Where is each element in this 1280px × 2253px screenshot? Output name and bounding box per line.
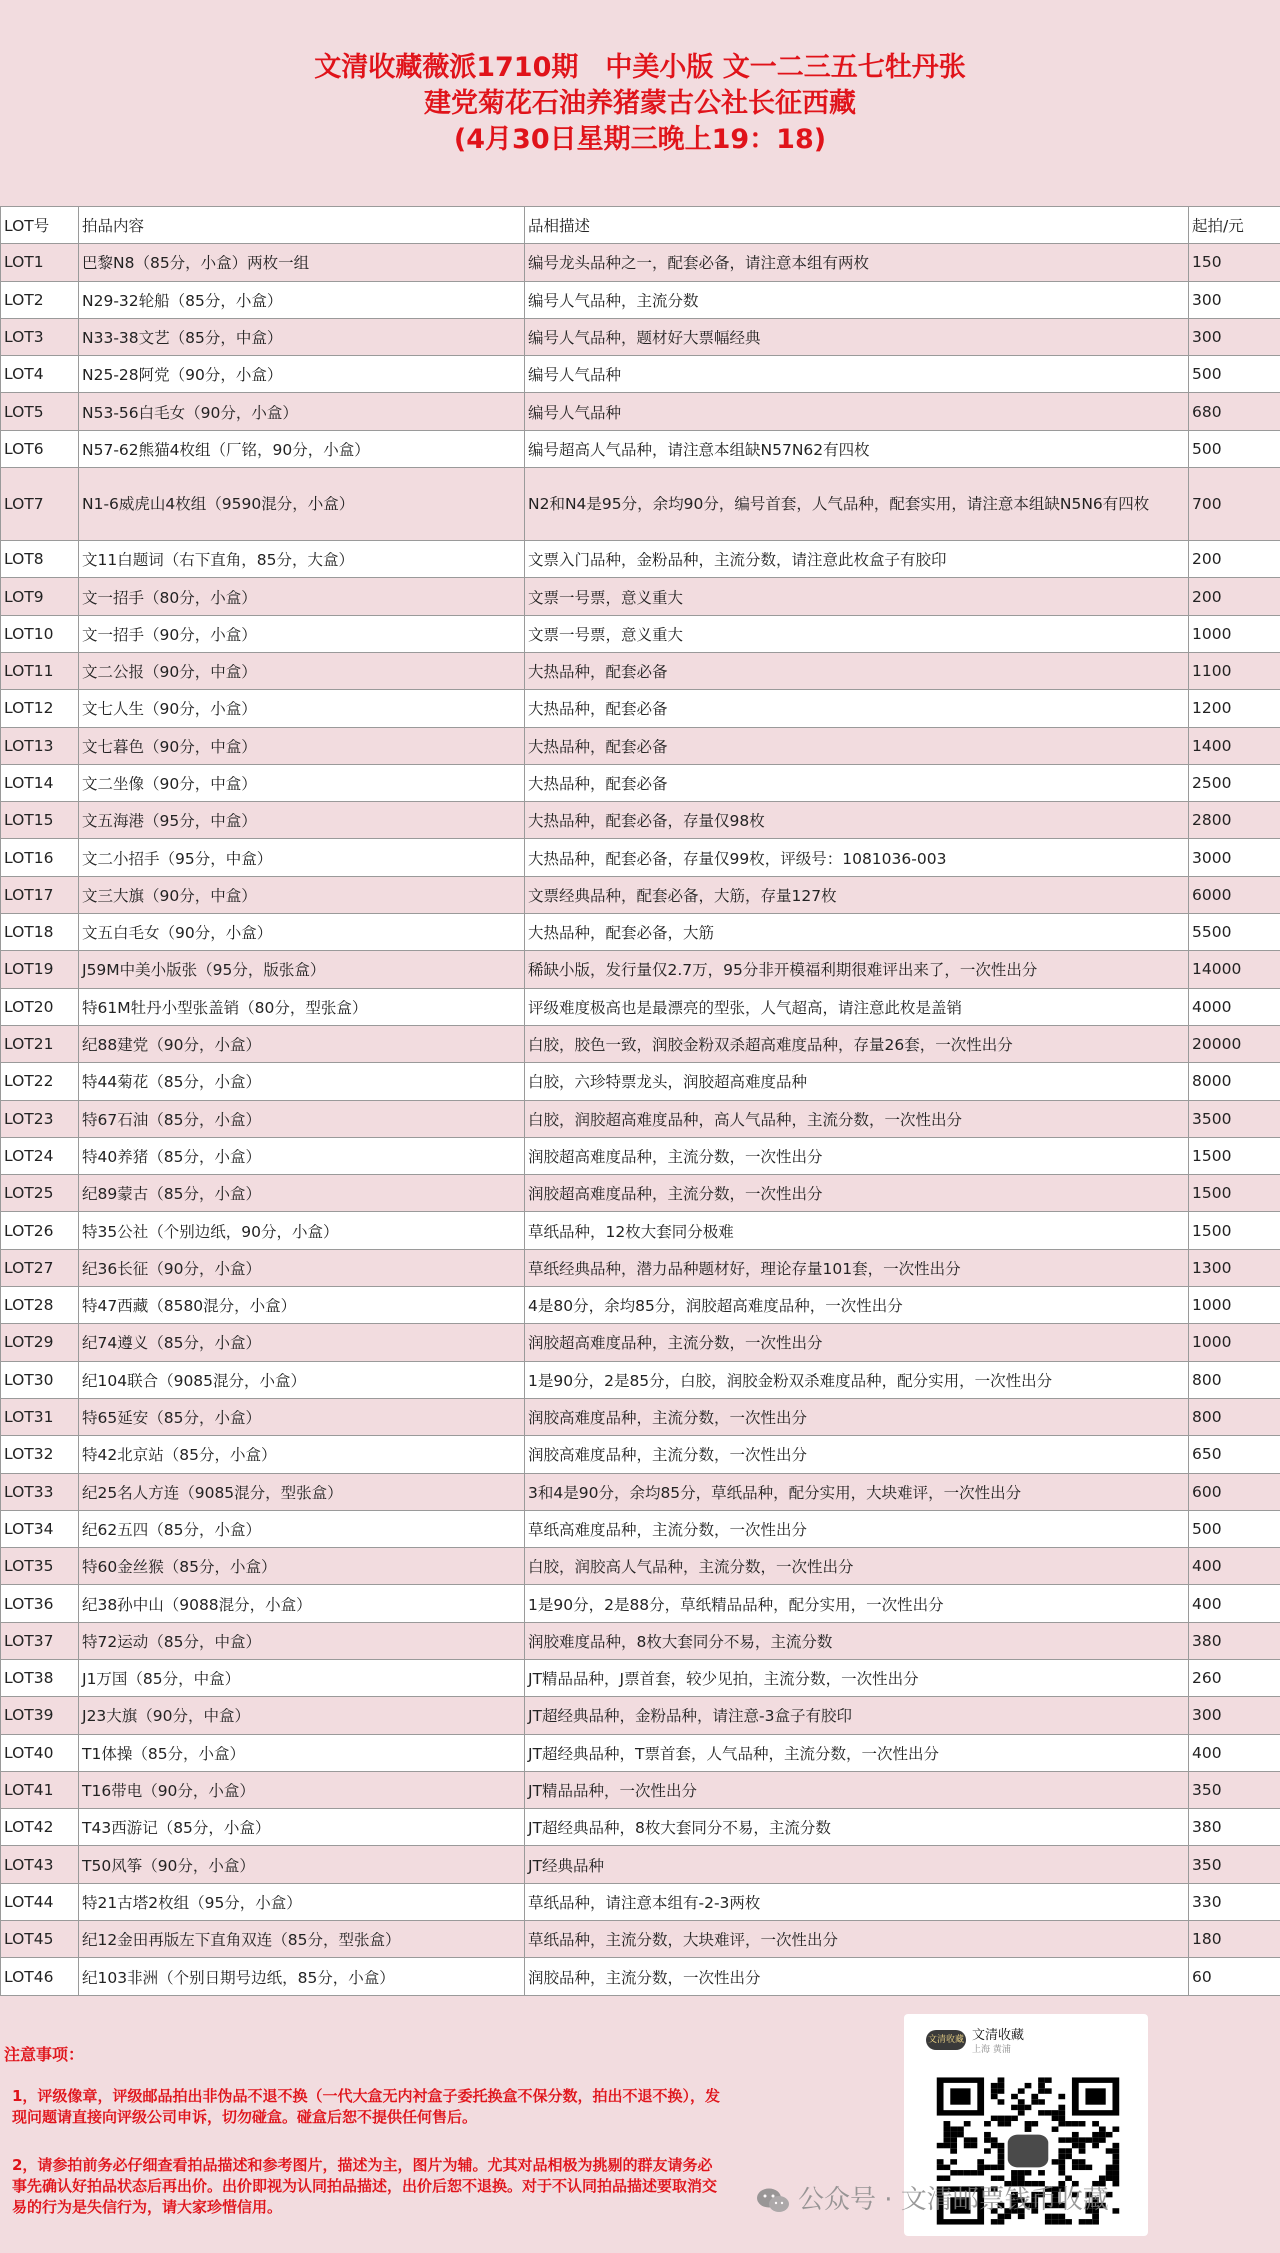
- table-row: [1, 541, 1280, 578]
- table-row: [1, 430, 1280, 467]
- table-row: [1, 244, 1280, 281]
- table-row: [1, 1771, 1280, 1808]
- lot-number: LOT4: [1, 356, 79, 393]
- lot-start-price: 200: [1189, 578, 1280, 615]
- table-row: [1, 1958, 1280, 1995]
- lot-description: JT精品品种，J票首套，较少见拍，主流分数，一次性出分: [525, 1659, 1189, 1696]
- lot-description: 文票一号票，意义重大: [525, 578, 1189, 615]
- lot-number: LOT12: [1, 690, 79, 727]
- lot-description: JT经典品种: [525, 1846, 1189, 1883]
- lot-number: LOT36: [1, 1585, 79, 1622]
- lot-number: LOT9: [1, 578, 79, 615]
- table-row: [1, 468, 1280, 541]
- lot-number: LOT16: [1, 839, 79, 876]
- lot-description: JT超经典品种，金粉品种，请注意-3盒子有胶印: [525, 1697, 1189, 1734]
- lot-content: N57-62熊猫4枚组（厂铭，90分，小盒）: [79, 430, 525, 467]
- lot-description: 大热品种，配套必备，存量仅99枚，评级号：1081036-003: [525, 839, 1189, 876]
- lot-description: 草纸品种，主流分数，大块难评，一次性出分: [525, 1921, 1189, 1958]
- table-row: [1, 1361, 1280, 1398]
- lot-start-price: 700: [1189, 468, 1280, 541]
- lot-description: 编号人气品种，主流分数: [525, 281, 1189, 318]
- table-row: [1, 1548, 1280, 1585]
- lot-content: 纪74遵义（85分，小盒）: [79, 1324, 525, 1361]
- table-row: [1, 1809, 1280, 1846]
- lot-number: LOT27: [1, 1249, 79, 1286]
- lot-description: JT精品品种，一次性出分: [525, 1771, 1189, 1808]
- table-row: [1, 578, 1280, 615]
- lot-start-price: 300: [1189, 318, 1280, 355]
- table-row: [1, 988, 1280, 1025]
- lot-start-price: 1500: [1189, 1137, 1280, 1174]
- lot-content: 文11白题词（右下直角，85分，大盒）: [79, 541, 525, 578]
- lot-content: 文五海港（95分，中盒）: [79, 802, 525, 839]
- lot-number: LOT5: [1, 393, 79, 430]
- lot-start-price: 180: [1189, 1921, 1280, 1958]
- table-header-row: [1, 207, 1280, 244]
- lot-content: 纪104联合（9085混分，小盒）: [79, 1361, 525, 1398]
- lot-number: LOT1: [1, 244, 79, 281]
- lot-description: 润胶高难度品种，主流分数，一次性出分: [525, 1398, 1189, 1435]
- lot-number: LOT38: [1, 1659, 79, 1696]
- table-row: [1, 951, 1280, 988]
- page-header: [0, 0, 1280, 206]
- table-row: [1, 876, 1280, 913]
- lot-description: 文票经典品种，配套必备，大筋，存量127枚: [525, 876, 1189, 913]
- lot-description: 大热品种，配套必备: [525, 764, 1189, 801]
- lot-number: LOT40: [1, 1734, 79, 1771]
- table-row: [1, 1883, 1280, 1920]
- lot-description: 3和4是90分，余均85分，草纸品种，配分实用，大块难评，一次性出分: [525, 1473, 1189, 1510]
- lot-content: 特21古塔2枚组（95分，小盒）: [79, 1883, 525, 1920]
- table-row: [1, 1100, 1280, 1137]
- lot-description: 1是90分，2是88分，草纸精品品种，配分实用，一次性出分: [525, 1585, 1189, 1622]
- lot-content: 特65延安（85分，小盒）: [79, 1398, 525, 1435]
- lot-start-price: 680: [1189, 393, 1280, 430]
- lot-content: 特35公社（个别边纸，90分，小盒）: [79, 1212, 525, 1249]
- lot-description: 1是90分，2是85分，白胶，润胶金粉双杀难度品种，配分实用，一次性出分: [525, 1361, 1189, 1398]
- lot-number: LOT18: [1, 914, 79, 951]
- lot-content: 纪25名人方连（9085混分，型张盒）: [79, 1473, 525, 1510]
- table-row: [1, 1025, 1280, 1062]
- lot-start-price: 330: [1189, 1883, 1280, 1920]
- lot-content: N29-32轮船（85分，小盒）: [79, 281, 525, 318]
- lot-description: 草纸品种，请注意本组有-2-3两枚: [525, 1883, 1189, 1920]
- lot-number: LOT25: [1, 1175, 79, 1212]
- table-row: [1, 1622, 1280, 1659]
- lot-description: 编号人气品种: [525, 356, 1189, 393]
- lot-start-price: 260: [1189, 1659, 1280, 1696]
- lot-description: 草纸经典品种，潜力品种题材好，理论存量101套，一次性出分: [525, 1249, 1189, 1286]
- lot-number: LOT22: [1, 1063, 79, 1100]
- table-row: [1, 1137, 1280, 1174]
- table-row: [1, 318, 1280, 355]
- lot-number: LOT33: [1, 1473, 79, 1510]
- table-row: [1, 1287, 1280, 1324]
- lot-number: LOT44: [1, 1883, 79, 1920]
- lot-content: 特61M牡丹小型张盖销（80分，型张盒）: [79, 988, 525, 1025]
- lot-start-price: 300: [1189, 1697, 1280, 1734]
- lot-number: LOT7: [1, 468, 79, 541]
- lot-table: [0, 206, 1280, 1996]
- lot-content: N1-6威虎山4枚组（9590混分，小盒）: [79, 468, 525, 541]
- lot-description: 编号人气品种，题材好大票幅经典: [525, 318, 1189, 355]
- lot-start-price: 1400: [1189, 727, 1280, 764]
- watermark-text: 公众号 · 文清邮票钱币收藏: [798, 2185, 1109, 2215]
- table-row: [1, 1249, 1280, 1286]
- qr-account-name: 文清收藏: [972, 2028, 1025, 2043]
- lot-number: LOT32: [1, 1436, 79, 1473]
- lot-content: T16带电（90分，小盒）: [79, 1771, 525, 1808]
- notes-title: 注意事项：: [4, 2045, 85, 2064]
- table-row: [1, 1846, 1280, 1883]
- lot-content: N33-38文艺（85分，中盒）: [79, 318, 525, 355]
- table-row: [1, 1659, 1280, 1696]
- lot-start-price: 60: [1189, 1958, 1280, 1995]
- lot-number: LOT35: [1, 1548, 79, 1585]
- lot-start-price: 1000: [1189, 615, 1280, 652]
- lot-content: 特72运动（85分，中盒）: [79, 1622, 525, 1659]
- table-row: [1, 1063, 1280, 1100]
- lot-start-price: 1200: [1189, 690, 1280, 727]
- column-header-description: 品相描述: [525, 207, 1189, 244]
- lot-start-price: 300: [1189, 281, 1280, 318]
- table-row: [1, 393, 1280, 430]
- lot-number: LOT23: [1, 1100, 79, 1137]
- lot-number: LOT39: [1, 1697, 79, 1734]
- lot-number: LOT41: [1, 1771, 79, 1808]
- lot-start-price: 1000: [1189, 1324, 1280, 1361]
- lot-description: 编号超高人气品种，请注意本组缺N57N62有四枚: [525, 430, 1189, 467]
- table-row: [1, 1921, 1280, 1958]
- lot-start-price: 8000: [1189, 1063, 1280, 1100]
- lot-start-price: 200: [1189, 541, 1280, 578]
- lot-content: 文五白毛女（90分，小盒）: [79, 914, 525, 951]
- lot-start-price: 600: [1189, 1473, 1280, 1510]
- lot-content: 文七人生（90分，小盒）: [79, 690, 525, 727]
- lot-description: 编号龙头品种之一，配套必备，请注意本组有两枚: [525, 244, 1189, 281]
- lot-start-price: 20000: [1189, 1025, 1280, 1062]
- lot-description: 大热品种，配套必备: [525, 727, 1189, 764]
- lot-number: LOT37: [1, 1622, 79, 1659]
- lot-content: T50风筝（90分，小盒）: [79, 1846, 525, 1883]
- table-row: [1, 1734, 1280, 1771]
- lot-content: 文二坐像（90分，中盒）: [79, 764, 525, 801]
- lot-content: 文二小招手（95分，中盒）: [79, 839, 525, 876]
- lot-content: 文三大旗（90分，中盒）: [79, 876, 525, 913]
- lot-description: JT超经典品种，8枚大套同分不易，主流分数: [525, 1809, 1189, 1846]
- lot-number: LOT30: [1, 1361, 79, 1398]
- table-row: [1, 1697, 1280, 1734]
- lot-content: N25-28阿党（90分，小盒）: [79, 356, 525, 393]
- lot-description: 润胶品种，主流分数，一次性出分: [525, 1958, 1189, 1995]
- lot-start-price: 5500: [1189, 914, 1280, 951]
- lot-description: 润胶高难度品种，主流分数，一次性出分: [525, 1436, 1189, 1473]
- lot-content: 特67石油（85分，小盒）: [79, 1100, 525, 1137]
- lot-content: T43西游记（85分，小盒）: [79, 1809, 525, 1846]
- lot-description: 评级难度极高也是最漂亮的型张，人气超高，请注意此枚是盖销: [525, 988, 1189, 1025]
- lot-content: 巴黎N8（85分，小盒）两枚一组: [79, 244, 525, 281]
- title-line-2: 建党菊花石油养猪蒙古公社长征西藏: [424, 88, 856, 119]
- lot-start-price: 1500: [1189, 1175, 1280, 1212]
- column-header-lot: LOT号: [1, 207, 79, 244]
- lot-content: T1体操（85分，小盒）: [79, 1734, 525, 1771]
- lot-number: LOT45: [1, 1921, 79, 1958]
- lot-start-price: 1500: [1189, 1212, 1280, 1249]
- table-row: [1, 727, 1280, 764]
- lot-description: 大热品种，配套必备: [525, 652, 1189, 689]
- lot-description: 润胶超高难度品种，主流分数，一次性出分: [525, 1137, 1189, 1174]
- lot-description: 大热品种，配套必备，大筋: [525, 914, 1189, 951]
- lot-start-price: 400: [1189, 1734, 1280, 1771]
- lot-description: 白胶，润胶超高难度品种，高人气品种，主流分数，一次性出分: [525, 1100, 1189, 1137]
- lot-content: 纪62五四（85分，小盒）: [79, 1510, 525, 1547]
- lot-description: 润胶超高难度品种，主流分数，一次性出分: [525, 1175, 1189, 1212]
- lot-number: LOT42: [1, 1809, 79, 1846]
- lot-description: 白胶，胶色一致，润胶金粉双杀超高难度品种，存量26套，一次性出分: [525, 1025, 1189, 1062]
- table-row: [1, 1473, 1280, 1510]
- lot-start-price: 3000: [1189, 839, 1280, 876]
- lot-description: 大热品种，配套必备，存量仅98枚: [525, 802, 1189, 839]
- lot-start-price: 4000: [1189, 988, 1280, 1025]
- table-row: [1, 1510, 1280, 1547]
- lot-number: LOT29: [1, 1324, 79, 1361]
- column-header-content: 拍品内容: [79, 207, 525, 244]
- table-row: [1, 802, 1280, 839]
- lot-start-price: 150: [1189, 244, 1280, 281]
- lot-content: J1万国（85分，中盒）: [79, 1659, 525, 1696]
- lot-content: J59M中美小版张（95分，版张盒）: [79, 951, 525, 988]
- lot-start-price: 3500: [1189, 1100, 1280, 1137]
- table-row: [1, 1436, 1280, 1473]
- lot-description: N2和N4是95分，余均90分，编号首套，人气品种，配套实用，请注意本组缺N5N6有四枚: [525, 468, 1189, 541]
- lot-start-price: 380: [1189, 1809, 1280, 1846]
- lot-content: 特47西藏（8580混分，小盒）: [79, 1287, 525, 1324]
- lot-start-price: 500: [1189, 356, 1280, 393]
- lot-start-price: 350: [1189, 1771, 1280, 1808]
- lot-start-price: 650: [1189, 1436, 1280, 1473]
- lot-start-price: 350: [1189, 1846, 1280, 1883]
- lot-content: 文一招手（80分，小盒）: [79, 578, 525, 615]
- lot-description: JT超经典品种，T票首套，人气品种，主流分数，一次性出分: [525, 1734, 1189, 1771]
- lot-number: LOT10: [1, 615, 79, 652]
- lot-number: LOT24: [1, 1137, 79, 1174]
- lot-number: LOT28: [1, 1287, 79, 1324]
- table-row: [1, 1398, 1280, 1435]
- qr-account-location: 上海 黄浦: [972, 2045, 1011, 2055]
- lot-number: LOT3: [1, 318, 79, 355]
- lot-start-price: 2500: [1189, 764, 1280, 801]
- lot-number: LOT43: [1, 1846, 79, 1883]
- lot-start-price: 800: [1189, 1361, 1280, 1398]
- lot-number: LOT14: [1, 764, 79, 801]
- lot-start-price: 1300: [1189, 1249, 1280, 1286]
- lot-content: 纪36长征（90分，小盒）: [79, 1249, 525, 1286]
- lot-content: 纪12金田再版左下直角双连（85分，型张盒）: [79, 1921, 525, 1958]
- lot-number: LOT31: [1, 1398, 79, 1435]
- lot-number: LOT8: [1, 541, 79, 578]
- lot-content: 特42北京站（85分，小盒）: [79, 1436, 525, 1473]
- lot-number: LOT15: [1, 802, 79, 839]
- title-line-3: (4月30日星期三晚上19：18): [453, 124, 827, 155]
- lot-number: LOT19: [1, 951, 79, 988]
- watermark: [756, 2180, 1109, 2220]
- lot-start-price: 1000: [1189, 1287, 1280, 1324]
- table-row: [1, 1175, 1280, 1212]
- lot-number: LOT20: [1, 988, 79, 1025]
- lot-start-price: 380: [1189, 1622, 1280, 1659]
- lot-description: 润胶难度品种，8枚大套同分不易，主流分数: [525, 1622, 1189, 1659]
- title-line-1: 文清收藏薇派1710期 中美小版 文一二三五七牡丹张: [314, 52, 966, 83]
- lot-description: 文票一号票，意义重大: [525, 615, 1189, 652]
- lot-description: 编号人气品种: [525, 393, 1189, 430]
- brand-logo: 文清收藏: [926, 2030, 966, 2050]
- lot-start-price: 500: [1189, 1510, 1280, 1547]
- lot-start-price: 6000: [1189, 876, 1280, 913]
- lot-description: 白胶，润胶高人气品种，主流分数，一次性出分: [525, 1548, 1189, 1585]
- lot-content: 特44菊花（85分，小盒）: [79, 1063, 525, 1100]
- lot-start-price: 14000: [1189, 951, 1280, 988]
- lot-content: 纪103非洲（个别日期号边纸，85分，小盒）: [79, 1958, 525, 1995]
- table-row: [1, 839, 1280, 876]
- table-row: [1, 914, 1280, 951]
- notes-item-2: 2，请参拍前务必仔细查看拍品描述和参考图片，描述为主，图片为辅。尤其对品相极为挑剔的群友请务必事先确认好拍品状态后再出价。出价即视为认同拍品描述，出价后恕不退换。对于不认同拍品描述要取消交易的行为是失信行为，请大家珍惜信用。: [12, 2156, 718, 2216]
- lot-start-price: 800: [1189, 1398, 1280, 1435]
- lot-description: 润胶超高难度品种，主流分数，一次性出分: [525, 1324, 1189, 1361]
- lot-start-price: 1100: [1189, 652, 1280, 689]
- lot-description: 白胶，六珍特票龙头，润胶超高难度品种: [525, 1063, 1189, 1100]
- lot-description: 草纸高难度品种，主流分数，一次性出分: [525, 1510, 1189, 1547]
- lot-content: J23大旗（90分，中盒）: [79, 1697, 525, 1734]
- lot-description: 4是80分，余均85分，润胶超高难度品种，一次性出分: [525, 1287, 1189, 1324]
- lot-content: 文一招手（90分，小盒）: [79, 615, 525, 652]
- lot-start-price: 400: [1189, 1548, 1280, 1585]
- table-row: [1, 1324, 1280, 1361]
- lot-number: LOT6: [1, 430, 79, 467]
- lot-content: 特40养猪（85分，小盒）: [79, 1137, 525, 1174]
- table-row: [1, 764, 1280, 801]
- table-row: [1, 1212, 1280, 1249]
- lot-content: 纪38孙中山（9088混分，小盒）: [79, 1585, 525, 1622]
- lot-number: LOT46: [1, 1958, 79, 1995]
- lot-description: 文票入门品种，金粉品种，主流分数，请注意此枚盒子有胶印: [525, 541, 1189, 578]
- lot-number: LOT11: [1, 652, 79, 689]
- table-row: [1, 652, 1280, 689]
- lot-number: LOT34: [1, 1510, 79, 1547]
- lot-content: 纪88建党（90分，小盒）: [79, 1025, 525, 1062]
- lot-start-price: 400: [1189, 1585, 1280, 1622]
- lot-description: 草纸品种，12枚大套同分极难: [525, 1212, 1189, 1249]
- lot-start-price: 2800: [1189, 802, 1280, 839]
- lot-content: 纪89蒙古（85分，小盒）: [79, 1175, 525, 1212]
- lot-content: 特60金丝猴（85分，小盒）: [79, 1548, 525, 1585]
- notes-item-1: 1，评级像章，评级邮品拍出非伪品不退不换（一代大盒无内衬盒子委托换盒不保分数，拍出不退不换），发现问题请直接向评级公司申诉，切勿碰盒。碰盒后恕不提供任何售后。: [12, 2087, 720, 2126]
- lot-description: 大热品种，配套必备: [525, 690, 1189, 727]
- table-row: [1, 690, 1280, 727]
- table-row: [1, 281, 1280, 318]
- lot-number: LOT2: [1, 281, 79, 318]
- lot-content: 文七暮色（90分，中盒）: [79, 727, 525, 764]
- lot-number: LOT21: [1, 1025, 79, 1062]
- table-row: [1, 356, 1280, 393]
- lot-content: N53-56白毛女（90分，小盒）: [79, 393, 525, 430]
- column-header-price: 起拍/元: [1189, 207, 1280, 244]
- table-row: [1, 1585, 1280, 1622]
- lot-start-price: 500: [1189, 430, 1280, 467]
- table-row: [1, 615, 1280, 652]
- wechat-icon: [756, 2187, 790, 2215]
- lot-number: LOT17: [1, 876, 79, 913]
- lot-description: 稀缺小版，发行量仅2.7万，95分非开模福利期很难评出来了，一次性出分: [525, 951, 1189, 988]
- lot-content: 文二公报（90分，中盒）: [79, 652, 525, 689]
- lot-number: LOT26: [1, 1212, 79, 1249]
- lot-number: LOT13: [1, 727, 79, 764]
